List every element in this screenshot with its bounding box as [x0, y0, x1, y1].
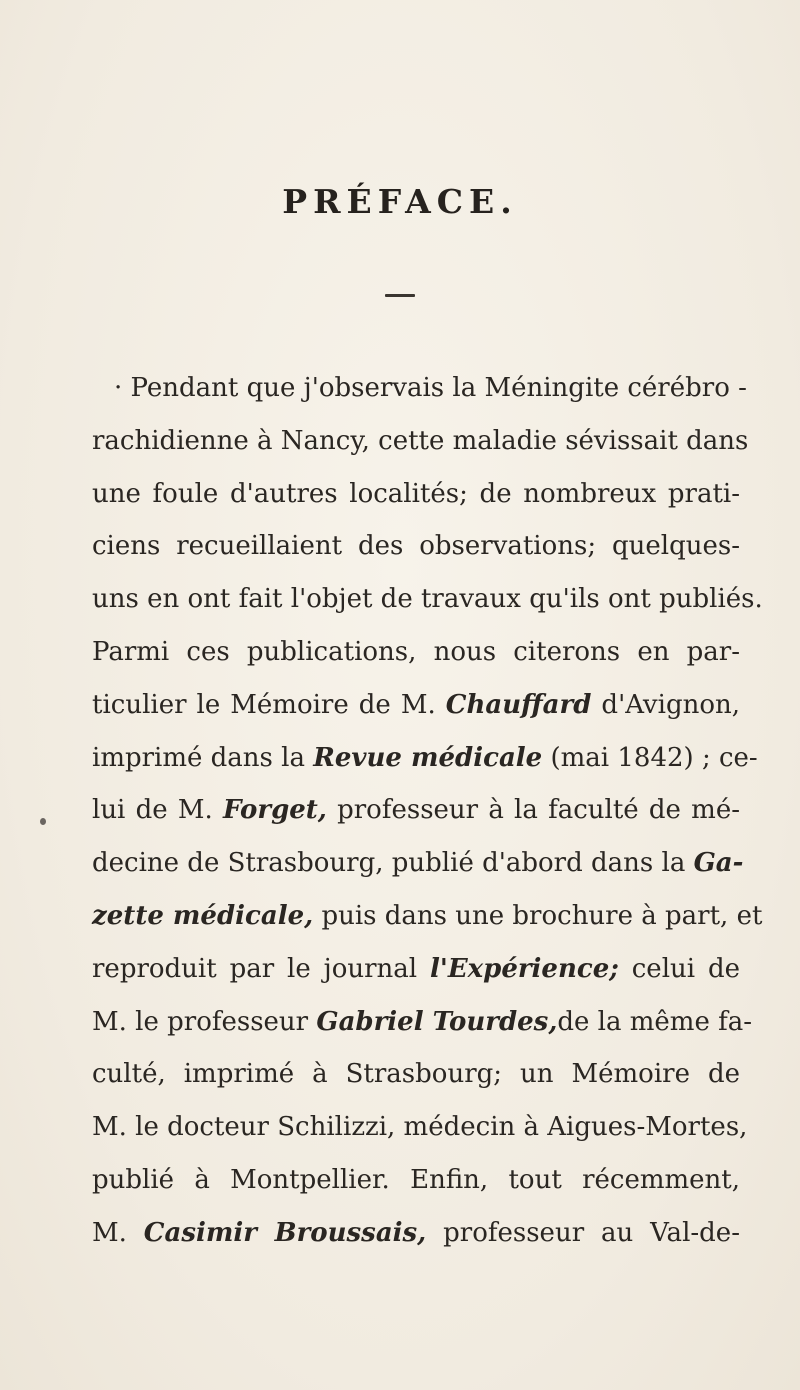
author-name-italic: Gabriel Tourdes,	[316, 1006, 558, 1037]
text-line: · Pendant que j'observais la Méningite cérébro -	[114, 373, 747, 403]
text-line: lui de M. Forget, professeur à la faculté de mé-	[92, 795, 741, 826]
text-line: ciens recueillaient des observations; quelques-	[92, 531, 740, 562]
text-line: decine de Strasbourg, publié d'abord dans la Ga-	[92, 848, 744, 879]
ink-speck	[40, 818, 46, 825]
text-line: rachidienne à Nancy, cette maladie sévissait dans	[92, 425, 749, 456]
journal-title-italic: zette médicale,	[92, 900, 314, 931]
text-line: Parmi ces publications, nous citerons en par-	[92, 636, 740, 667]
author-name-italic: Casimir Broussais,	[143, 1217, 427, 1248]
page-title: PRÉFACE.	[282, 182, 518, 221]
text-line: reproduit par le journal l'Expérience; celui de	[92, 953, 740, 984]
text-line: publié à Montpellier. Enfin, tout récemment,	[92, 1164, 740, 1195]
text-line: ticulier le Mémoire de M. Chauffard d'Avignon,	[92, 689, 740, 720]
text-line: une foule d'autres localités; de nombreux prati-	[92, 478, 740, 509]
text-line: zette médicale, puis dans une brochure à part, et	[92, 900, 763, 931]
text-line: M. le professeur Gabriel Tourdes,de la même fa-	[92, 1006, 753, 1037]
journal-title-italic: l'Expérience;	[429, 953, 619, 984]
preface-text	[92, 362, 763, 1260]
author-name-italic: Chauffard	[445, 689, 592, 720]
text-line: M. le docteur Schilizzi, médecin à Aigues-Mortes,	[92, 1112, 748, 1143]
text-line: M. Casimir Broussais, professeur au Val-de-	[92, 1217, 740, 1248]
title-rule	[385, 294, 415, 297]
author-name-italic: Forget,	[223, 795, 327, 826]
journal-title-italic: Revue médicale	[313, 742, 543, 773]
text-line: uns en ont fait l'objet de travaux qu'ils ont publiés.	[92, 584, 763, 615]
journal-title-italic: Ga-	[693, 848, 744, 879]
text-line: culté, imprimé à Strasbourg; un Mémoire de	[92, 1059, 740, 1090]
text-line: imprimé dans la Revue médicale (mai 1842) ; ce-	[92, 742, 758, 773]
